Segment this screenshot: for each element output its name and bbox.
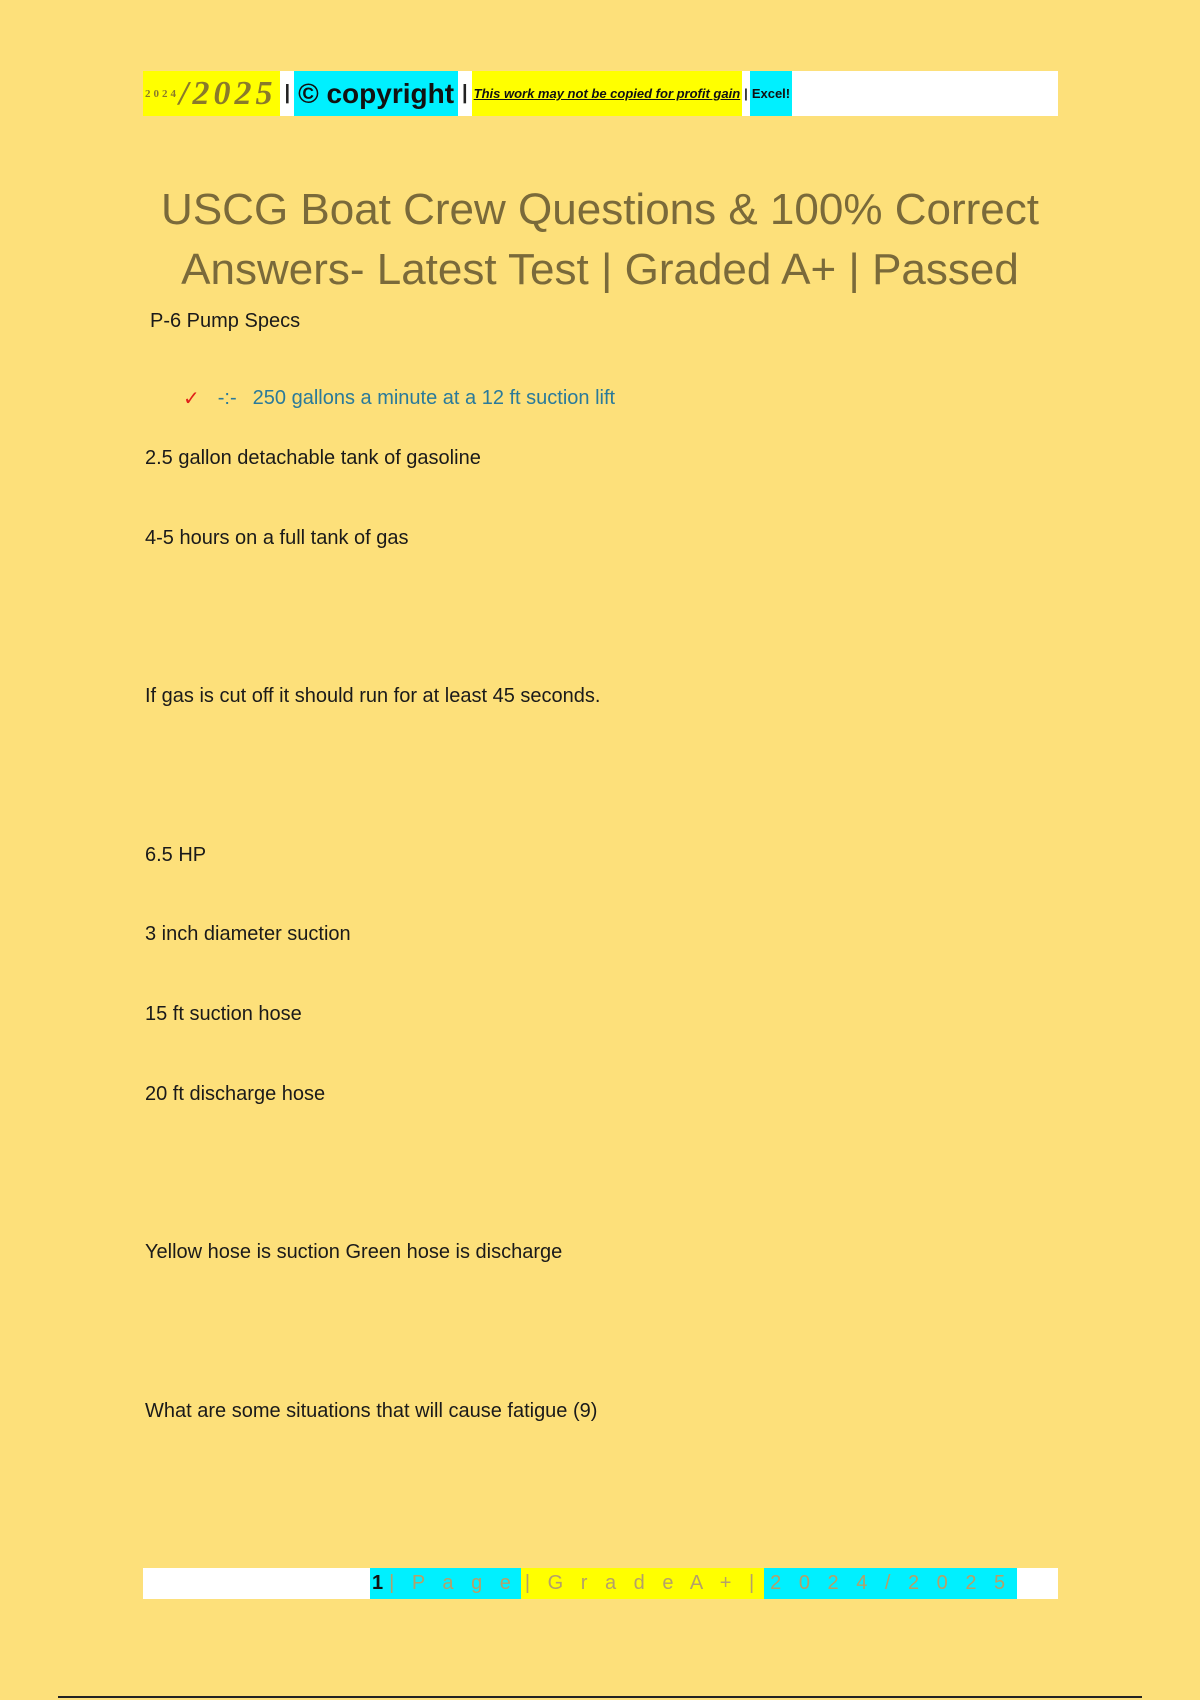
page-label: | P a g e [385, 1568, 521, 1599]
header-copy-notice: This work may not be copied for profit gain [472, 71, 743, 116]
header-separator: | [284, 82, 291, 104]
header-separator: | [744, 86, 748, 101]
line-hose-colors: Yellow hose is suction Green hose is discharge [145, 1241, 563, 1263]
answer-pump-specs [183, 386, 615, 411]
footer-page-info [370, 1568, 1017, 1599]
line-diameter: 3 inch diameter suction [145, 923, 351, 945]
line-tank: 2.5 gallon detachable tank of gasoline [145, 447, 481, 469]
answer-prefix: -:- [217, 387, 237, 409]
footer-grade: | G r a d e A + | [521, 1568, 764, 1599]
document-title [120, 180, 1080, 300]
header-separator: | [462, 82, 468, 104]
question-pump-specs: P-6 Pump Specs [150, 310, 301, 332]
answer-text: 250 gallons a minute at a 12 ft suction lift [252, 387, 616, 409]
line-suction-hose: 15 ft suction hose [145, 1003, 302, 1025]
footer-banner [143, 1568, 1058, 1599]
page-number: 1 [370, 1568, 385, 1599]
header-copyright: © copyright [294, 71, 458, 116]
checkmark-icon: ✓ [183, 388, 200, 410]
header-banner [143, 71, 1058, 116]
line-discharge-hose: 20 ft discharge hose [145, 1083, 326, 1105]
title-line-2: Answers- Latest Test | Graded A+ | Passed [181, 245, 1019, 294]
line-gas-cutoff: If gas is cut off it should run for at least 45 seconds. [145, 685, 601, 707]
header-year-big: /2025 [179, 74, 277, 112]
header-excel-label: Excel! [750, 71, 792, 116]
header-year-small: 2024 [145, 87, 179, 100]
page-bottom-rule [58, 1696, 1142, 1698]
title-line-1: USCG Boat Crew Questions & 100% Correct [161, 185, 1039, 234]
line-hp: 6.5 HP [145, 844, 207, 866]
header-year [143, 71, 280, 116]
line-hours: 4-5 hours on a full tank of gas [145, 527, 409, 549]
question-fatigue: What are some situations that will cause fatigue (9) [145, 1400, 598, 1422]
footer-year: 2 0 2 4 / 2 0 2 5 [764, 1568, 1017, 1599]
